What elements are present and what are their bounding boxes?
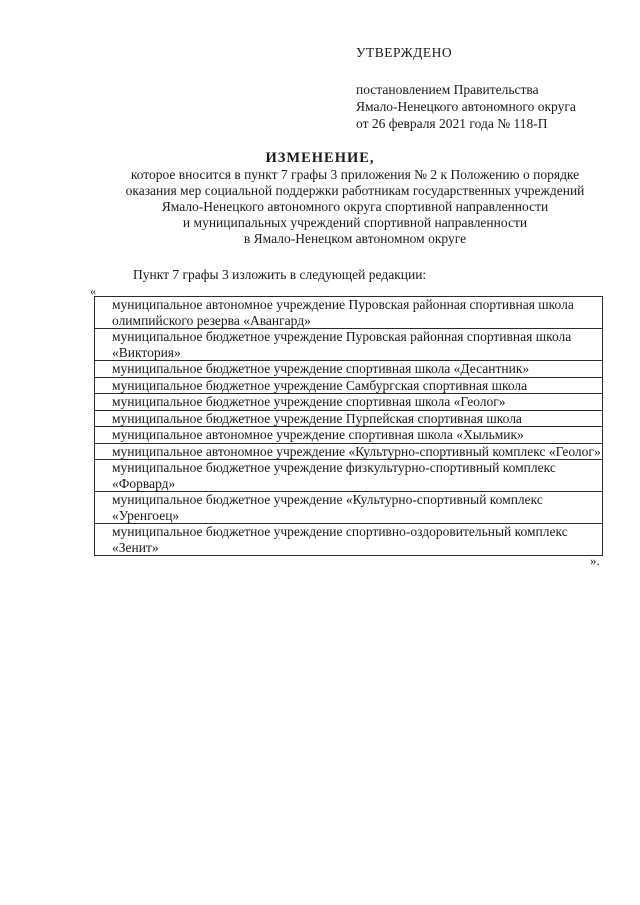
subtitle-line-2: оказания мер социальной поддержки работникам государственных учреждений — [125, 183, 585, 198]
table-row — [95, 427, 603, 444]
table-row — [95, 410, 603, 427]
table-cell: муниципальное бюджетное учреждение спортивно-оздоровительный комплекс «Зенит» — [95, 524, 603, 556]
subtitle-line-1: которое вносится в пункт 7 графы 3 приложения № 2 к Положению о порядке — [130, 167, 580, 182]
table-cell: муниципальное бюджетное учреждение спортивная школа «Геолог» — [95, 394, 603, 411]
table-row — [95, 524, 603, 556]
table-cell: муниципальное автономное учреждение Пуровская районная спортивная школа олимпийского резерва «Авангард» — [95, 297, 603, 329]
table-row — [95, 377, 603, 394]
intro-paragraph: Пункт 7 графы 3 изложить в следующей редакции: — [133, 267, 427, 282]
table-cell: муниципальное автономное учреждение «Культурно-спортивный комплекс «Геолог» — [95, 443, 603, 460]
table-row — [95, 443, 603, 460]
table-row — [95, 492, 603, 524]
subtitle-line-3: Ямало-Ненецкого автономного округа спортивной направленности — [161, 199, 549, 214]
subtitle-line-4: и муниципальных учреждений спортивной направленности — [182, 215, 528, 230]
table-cell: муниципальное бюджетное учреждение физкультурно-спортивный комплекс «Форвард» — [95, 460, 603, 492]
table-cell: муниципальное автономное учреждение спортивная школа «Хыльмик» — [95, 427, 603, 444]
table-cell: муниципальное бюджетное учреждение Пурпейская спортивная школа — [95, 410, 603, 427]
table-cell: муниципальное бюджетное учреждение спортивная школа «Десантник» — [95, 361, 603, 378]
table-row — [95, 460, 603, 492]
approval-line-2: Ямало-Ненецкого автономного округа — [356, 99, 576, 114]
table-row — [95, 361, 603, 378]
approval-heading: УТВЕРЖДЕНО — [356, 45, 453, 60]
approval-block — [356, 44, 576, 132]
table-cell: муниципальное бюджетное учреждение Самбургская спортивная школа — [95, 377, 603, 394]
table-cell: муниципальное бюджетное учреждение «Культурно-спортивный комплекс «Уренгоец» — [95, 492, 603, 524]
table-row — [95, 329, 603, 361]
table-row — [95, 394, 603, 411]
table-row — [95, 297, 603, 329]
subtitle-line-5: в Ямало-Ненецком автономном округе — [243, 231, 467, 246]
close-quote: ». — [590, 553, 600, 568]
table-cell: муниципальное бюджетное учреждение Пуровская районная спортивная школа «Виктория» — [95, 329, 603, 361]
institutions-table — [94, 296, 603, 556]
document-subtitle — [60, 167, 640, 247]
approval-line-3: от 26 февраля 2021 года № 118-П — [356, 116, 548, 131]
approval-line-1: постановлением Правительства — [356, 82, 539, 97]
open-quote: « — [90, 284, 96, 298]
document-title: ИЗМЕНЕНИЕ, — [265, 150, 375, 166]
